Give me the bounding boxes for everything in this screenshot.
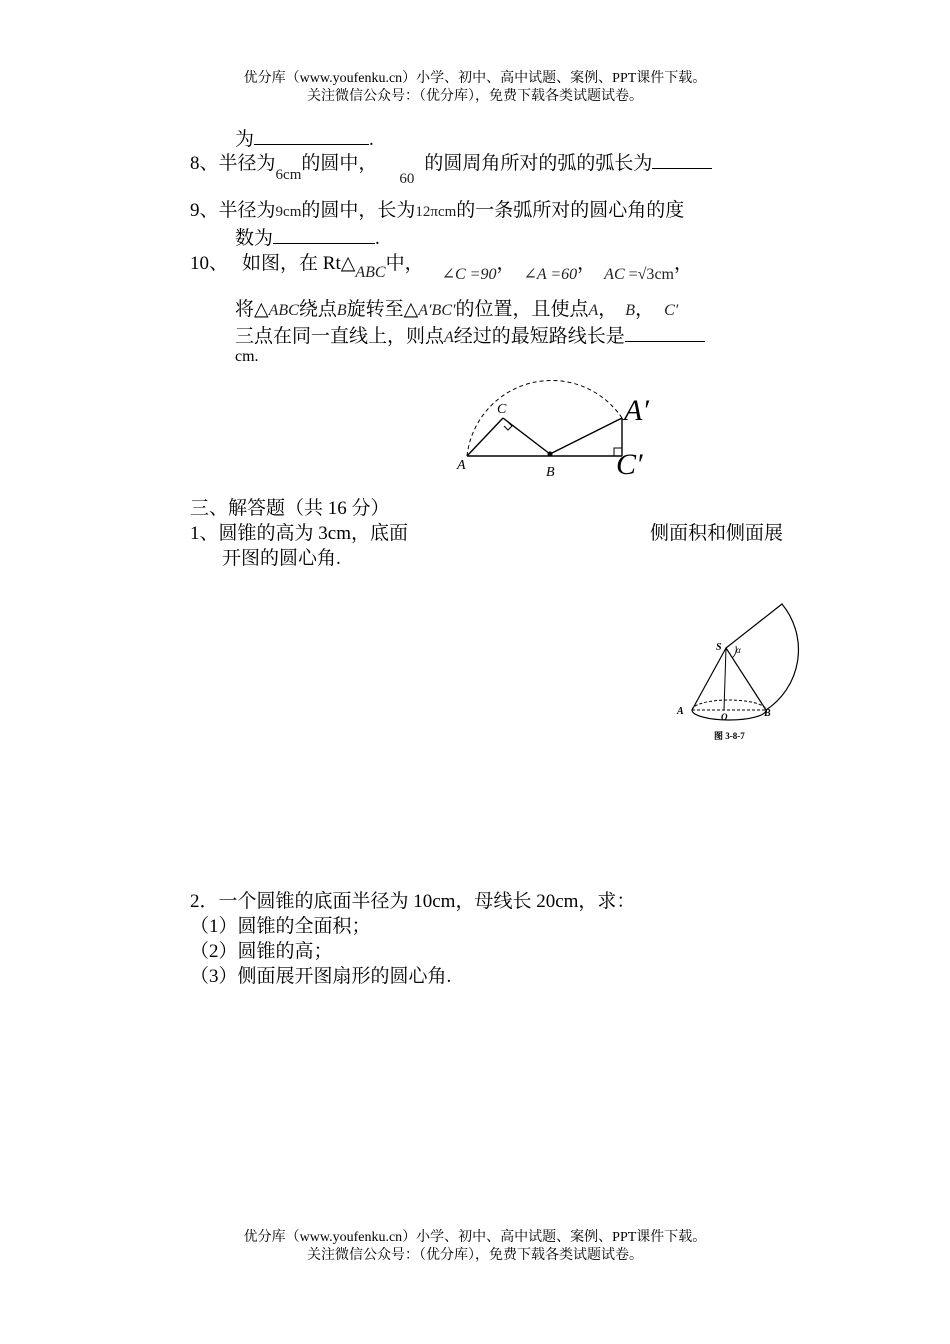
q9-answer-blank[interactable] bbox=[273, 225, 375, 244]
question-10-line-4 bbox=[235, 348, 259, 366]
sector-development bbox=[726, 604, 798, 710]
q9-text-2: 的圆中，长为 bbox=[301, 200, 416, 221]
q10-comma-2: ， bbox=[577, 253, 597, 274]
solve-2-part-3: （3）侧面展开图扇形的圆心角. bbox=[190, 966, 452, 987]
solve-2-part-2: （2）圆锥的高； bbox=[190, 941, 333, 962]
q10-l2-b2: B bbox=[625, 302, 636, 319]
footer-line-1: 优分库（www.youfenku.cn）小学、初中、高中试题、案例、PPT课件下载。 bbox=[243, 1230, 707, 1245]
q10-l2-a: A bbox=[588, 302, 599, 319]
cone-height bbox=[724, 648, 726, 710]
solve-1-line-1 bbox=[190, 522, 408, 546]
label-a-prime: A′ bbox=[624, 394, 649, 427]
q8-text-3: 的圆周角所对的弧的弧长为 bbox=[424, 153, 653, 174]
q9-arc: 12πcm bbox=[415, 204, 457, 220]
q9-text-1: 半径为 bbox=[218, 200, 276, 221]
side-ac bbox=[467, 418, 503, 456]
q8-radius: 6cm bbox=[275, 167, 302, 183]
figure-caption: 图 3-8-7 bbox=[714, 731, 745, 741]
base-back-arc bbox=[692, 700, 766, 710]
q8-answer-blank[interactable] bbox=[652, 150, 712, 169]
label-c: C bbox=[497, 402, 507, 417]
header-line-2: 关注微信公众号：（优分库），免费下载各类试题试卷。 bbox=[307, 89, 643, 104]
pivot-point-b bbox=[548, 452, 553, 457]
question-9-line-2 bbox=[235, 225, 380, 251]
q9-number: 9、 bbox=[190, 200, 219, 221]
q10-l2-comma-2: ， bbox=[635, 299, 655, 320]
base-front-arc bbox=[692, 710, 766, 720]
q7-suffix: . bbox=[369, 129, 374, 150]
s1-number: 1、 bbox=[190, 523, 219, 544]
label-s: S bbox=[716, 642, 722, 653]
q10-l2-text-c: 绕点 bbox=[298, 299, 337, 320]
q10-answer-blank[interactable] bbox=[625, 323, 705, 342]
section-3-title: 三、解答题（共 16 分） bbox=[190, 498, 390, 519]
question-10 bbox=[190, 252, 693, 283]
s1-text-1: 圆锥的高为 3cm，底面 bbox=[218, 523, 408, 544]
q10-l3-text-a: 三点在同一直线上，则点 bbox=[235, 326, 445, 347]
question-10-line-3 bbox=[235, 323, 705, 350]
q7-prefix: 为 bbox=[235, 129, 255, 150]
q10-l2-b: B bbox=[336, 302, 347, 319]
rotation-arc bbox=[467, 380, 622, 456]
label-o: O bbox=[721, 712, 728, 722]
q10-l2-abc: ABC bbox=[268, 302, 299, 319]
q10-text-1: 如图，在 Rt△ bbox=[242, 253, 356, 274]
question-9 bbox=[190, 199, 684, 224]
q10-l2-text-g: 的位置，且使点 bbox=[455, 299, 589, 320]
q10-unit: cm bbox=[235, 348, 255, 365]
label-b: B bbox=[546, 465, 555, 480]
q9-end: . bbox=[375, 228, 380, 249]
q10-number: 10、 bbox=[190, 253, 229, 274]
cone-figure bbox=[670, 598, 810, 748]
q10-cond-angle-c: ∠C =90 bbox=[441, 266, 497, 283]
q9-text-3: 的一条弧所对的圆心角的度 bbox=[456, 200, 685, 221]
q8-text-1: 半径为 bbox=[218, 153, 276, 174]
label-c-prime: C′ bbox=[616, 448, 643, 481]
q10-l2-apbcp: A′BC′ bbox=[418, 302, 456, 319]
q10-period: . bbox=[254, 348, 259, 365]
header-line-1: 优分库（www.youfenku.cn）小学、初中、高中试题、案例、PPT课件下载。 bbox=[243, 71, 707, 86]
q8-number: 8、 bbox=[190, 153, 219, 174]
label-a: A bbox=[457, 458, 466, 473]
solve-1-line-1-right: 侧面积和侧面展 bbox=[650, 523, 784, 544]
footer-line-2: 关注微信公众号：（优分库），免费下载各类试题试卷。 bbox=[307, 1248, 643, 1263]
q10-l2-text-a: 将△ bbox=[235, 299, 269, 320]
q10-comma-1: ， bbox=[496, 253, 516, 274]
q10-l3-a: A bbox=[444, 329, 454, 346]
solve-2-line-1: 2．一个圆锥的底面半径为 10cm，母线长 20cm，求： bbox=[190, 891, 636, 912]
solve-2-part-1: （1）圆锥的全面积； bbox=[190, 916, 371, 937]
q7-tail bbox=[235, 126, 374, 152]
label-alpha: α bbox=[736, 645, 741, 655]
q10-l2-text-e: 旋转至△ bbox=[346, 299, 419, 320]
q8-angle: 60 bbox=[399, 171, 415, 187]
q10-triangle: ABC bbox=[355, 264, 386, 281]
question-8 bbox=[190, 150, 712, 187]
q9-text-4: 数为 bbox=[235, 228, 274, 249]
label-cone-a: A bbox=[677, 706, 684, 717]
q10-l2-cp: C′ bbox=[664, 302, 679, 319]
q10-l2-comma-1: ， bbox=[598, 299, 618, 320]
q8-text-2: 的圆中， bbox=[301, 153, 378, 174]
rotation-figure bbox=[450, 368, 670, 483]
q10-text-2: 中， bbox=[385, 253, 424, 274]
side-bap bbox=[550, 418, 622, 454]
q10-l3-text-c: 经过的最短路线长是 bbox=[453, 326, 625, 347]
solve-1-line-2: 开图的圆心角. bbox=[222, 548, 341, 569]
q7-answer-blank[interactable] bbox=[254, 126, 369, 145]
q10-cond-angle-a: ∠A =60 bbox=[523, 266, 578, 283]
label-cone-b: B bbox=[764, 708, 771, 719]
question-10-line-2 bbox=[235, 298, 678, 323]
q10-cond-ac: AC =√3cm bbox=[604, 266, 674, 283]
q9-radius: 9cm bbox=[275, 204, 302, 220]
q10-comma-3: ， bbox=[673, 253, 693, 274]
